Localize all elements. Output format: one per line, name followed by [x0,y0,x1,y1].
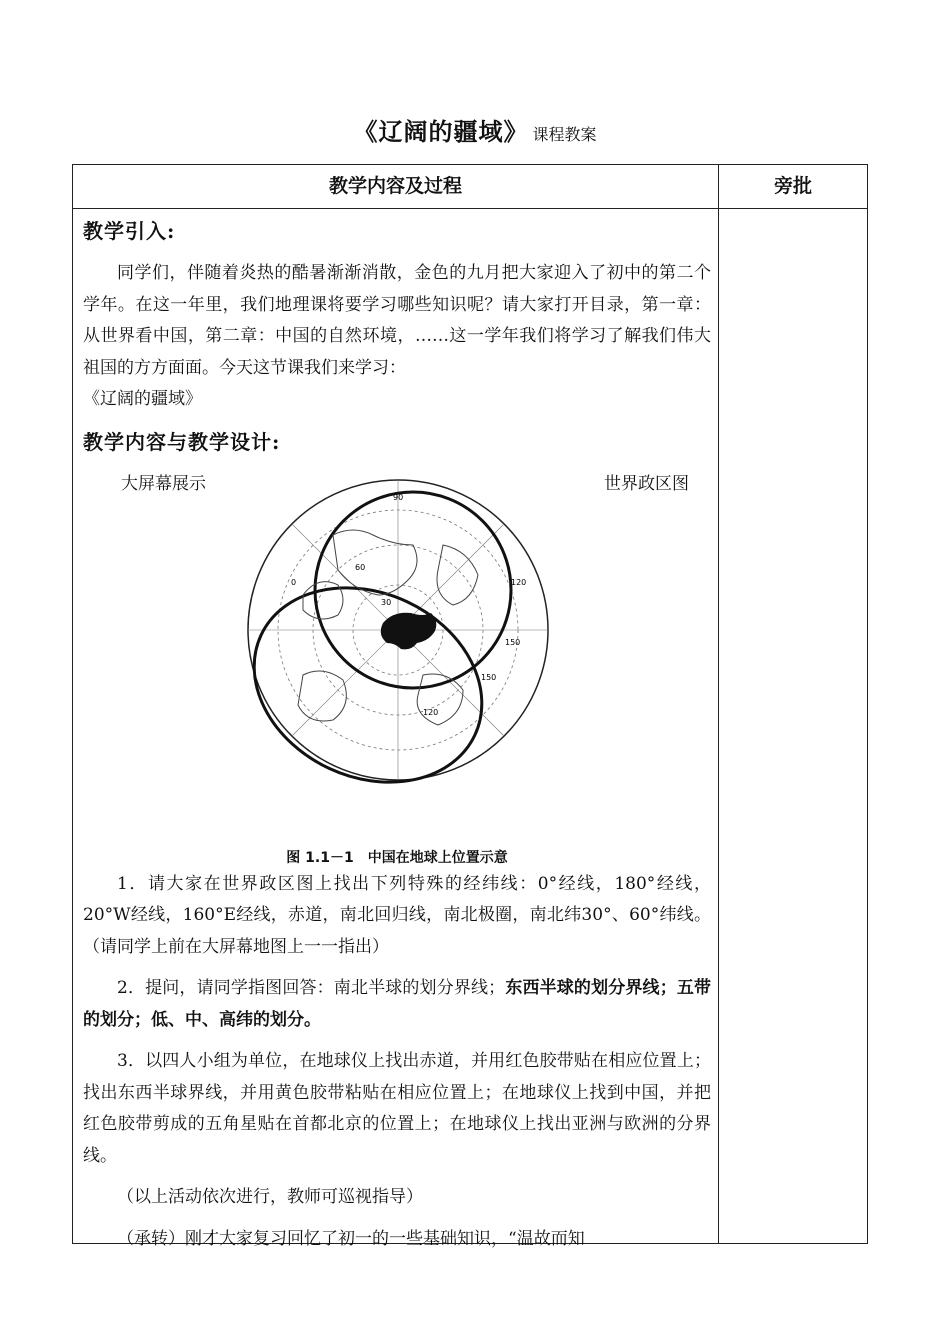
title-sub: 课程教案 [532,125,597,144]
content-cell [83,215,711,1255]
globe-label: 150 [481,672,497,682]
column-divider [718,165,719,1243]
header-main: 教学内容及过程 [328,175,462,197]
title-main: 《辽阔的疆域》 [353,117,529,146]
globe-label: 0 [291,577,297,587]
header-divider [73,208,867,209]
activity-note: （以上活动依次进行，教师可巡视指导） [117,1187,423,1207]
map-area [83,469,711,843]
globe-label: 90 [393,492,404,502]
transition-text: （承转）刚才大家复习回忆了初一的一些基础知识，“温故而知 [117,1228,585,1249]
globe-label: 30 [381,597,392,607]
globe-label: 60 [355,562,366,572]
intro-text: 同学们，伴随着炎热的酷暑渐渐消散，金色的九月把大家迎入了初中的第二个学年。在这一年里，我们地理课将要学习哪些知识呢？请大家打开目录，第一章：从世界看中国，第二章：中国的自然环境，……这一学年我们将学习了解我们伟大祖国的方方面面。今天这节课我们来学习： [83,263,711,378]
intro-heading: 教学引入: [83,219,176,243]
globe-label: 150 [505,637,521,647]
item-3: 3．以四人小组为单位，在地球仪上找出赤道，并用红色胶带贴在相应位置上；找出东西半球界线，并用黄色胶带粘贴在相应位置上；在地球仪上找到中国，并把红色胶带剪成的五角星贴在首都北京的位置上；在地球仪上找出亚洲与欧洲的分界线。 [83,1051,711,1166]
item-2-normal: 2．提问，请同学指图回答：南北半球的划分界线； [117,978,506,998]
header-side: 旁批 [773,175,812,197]
map-label-right: 世界政区图 [604,473,689,494]
item-1: 1．请大家在世界政区图上找出下列特殊的经纬线：0°经线，180°经线，20°W经线，160°E经线，赤道，南北回归线，南北极圈，南北纬30°、60°纬线。（请同学上前在大屏幕地图上一一指出） [83,873,711,957]
design-heading: 教学内容与教学设计: [83,429,281,454]
map-label-left: 大屏幕展示 [121,473,206,494]
globe-label: 120 [511,577,527,587]
document-title [0,112,950,147]
lesson-table [72,164,868,1249]
globe-map-image [243,475,553,785]
figure-caption: 图 1.1－1 中国在地球上位置示意 [286,849,508,866]
globe-label: 120 [423,707,439,717]
item-2-bold: 东西半球的划分界线；五带的划分；低、中、高纬的划分。 [83,978,711,1030]
item-2 [83,973,711,1036]
intro-text-end: 《辽阔的疆域》 [83,389,202,409]
